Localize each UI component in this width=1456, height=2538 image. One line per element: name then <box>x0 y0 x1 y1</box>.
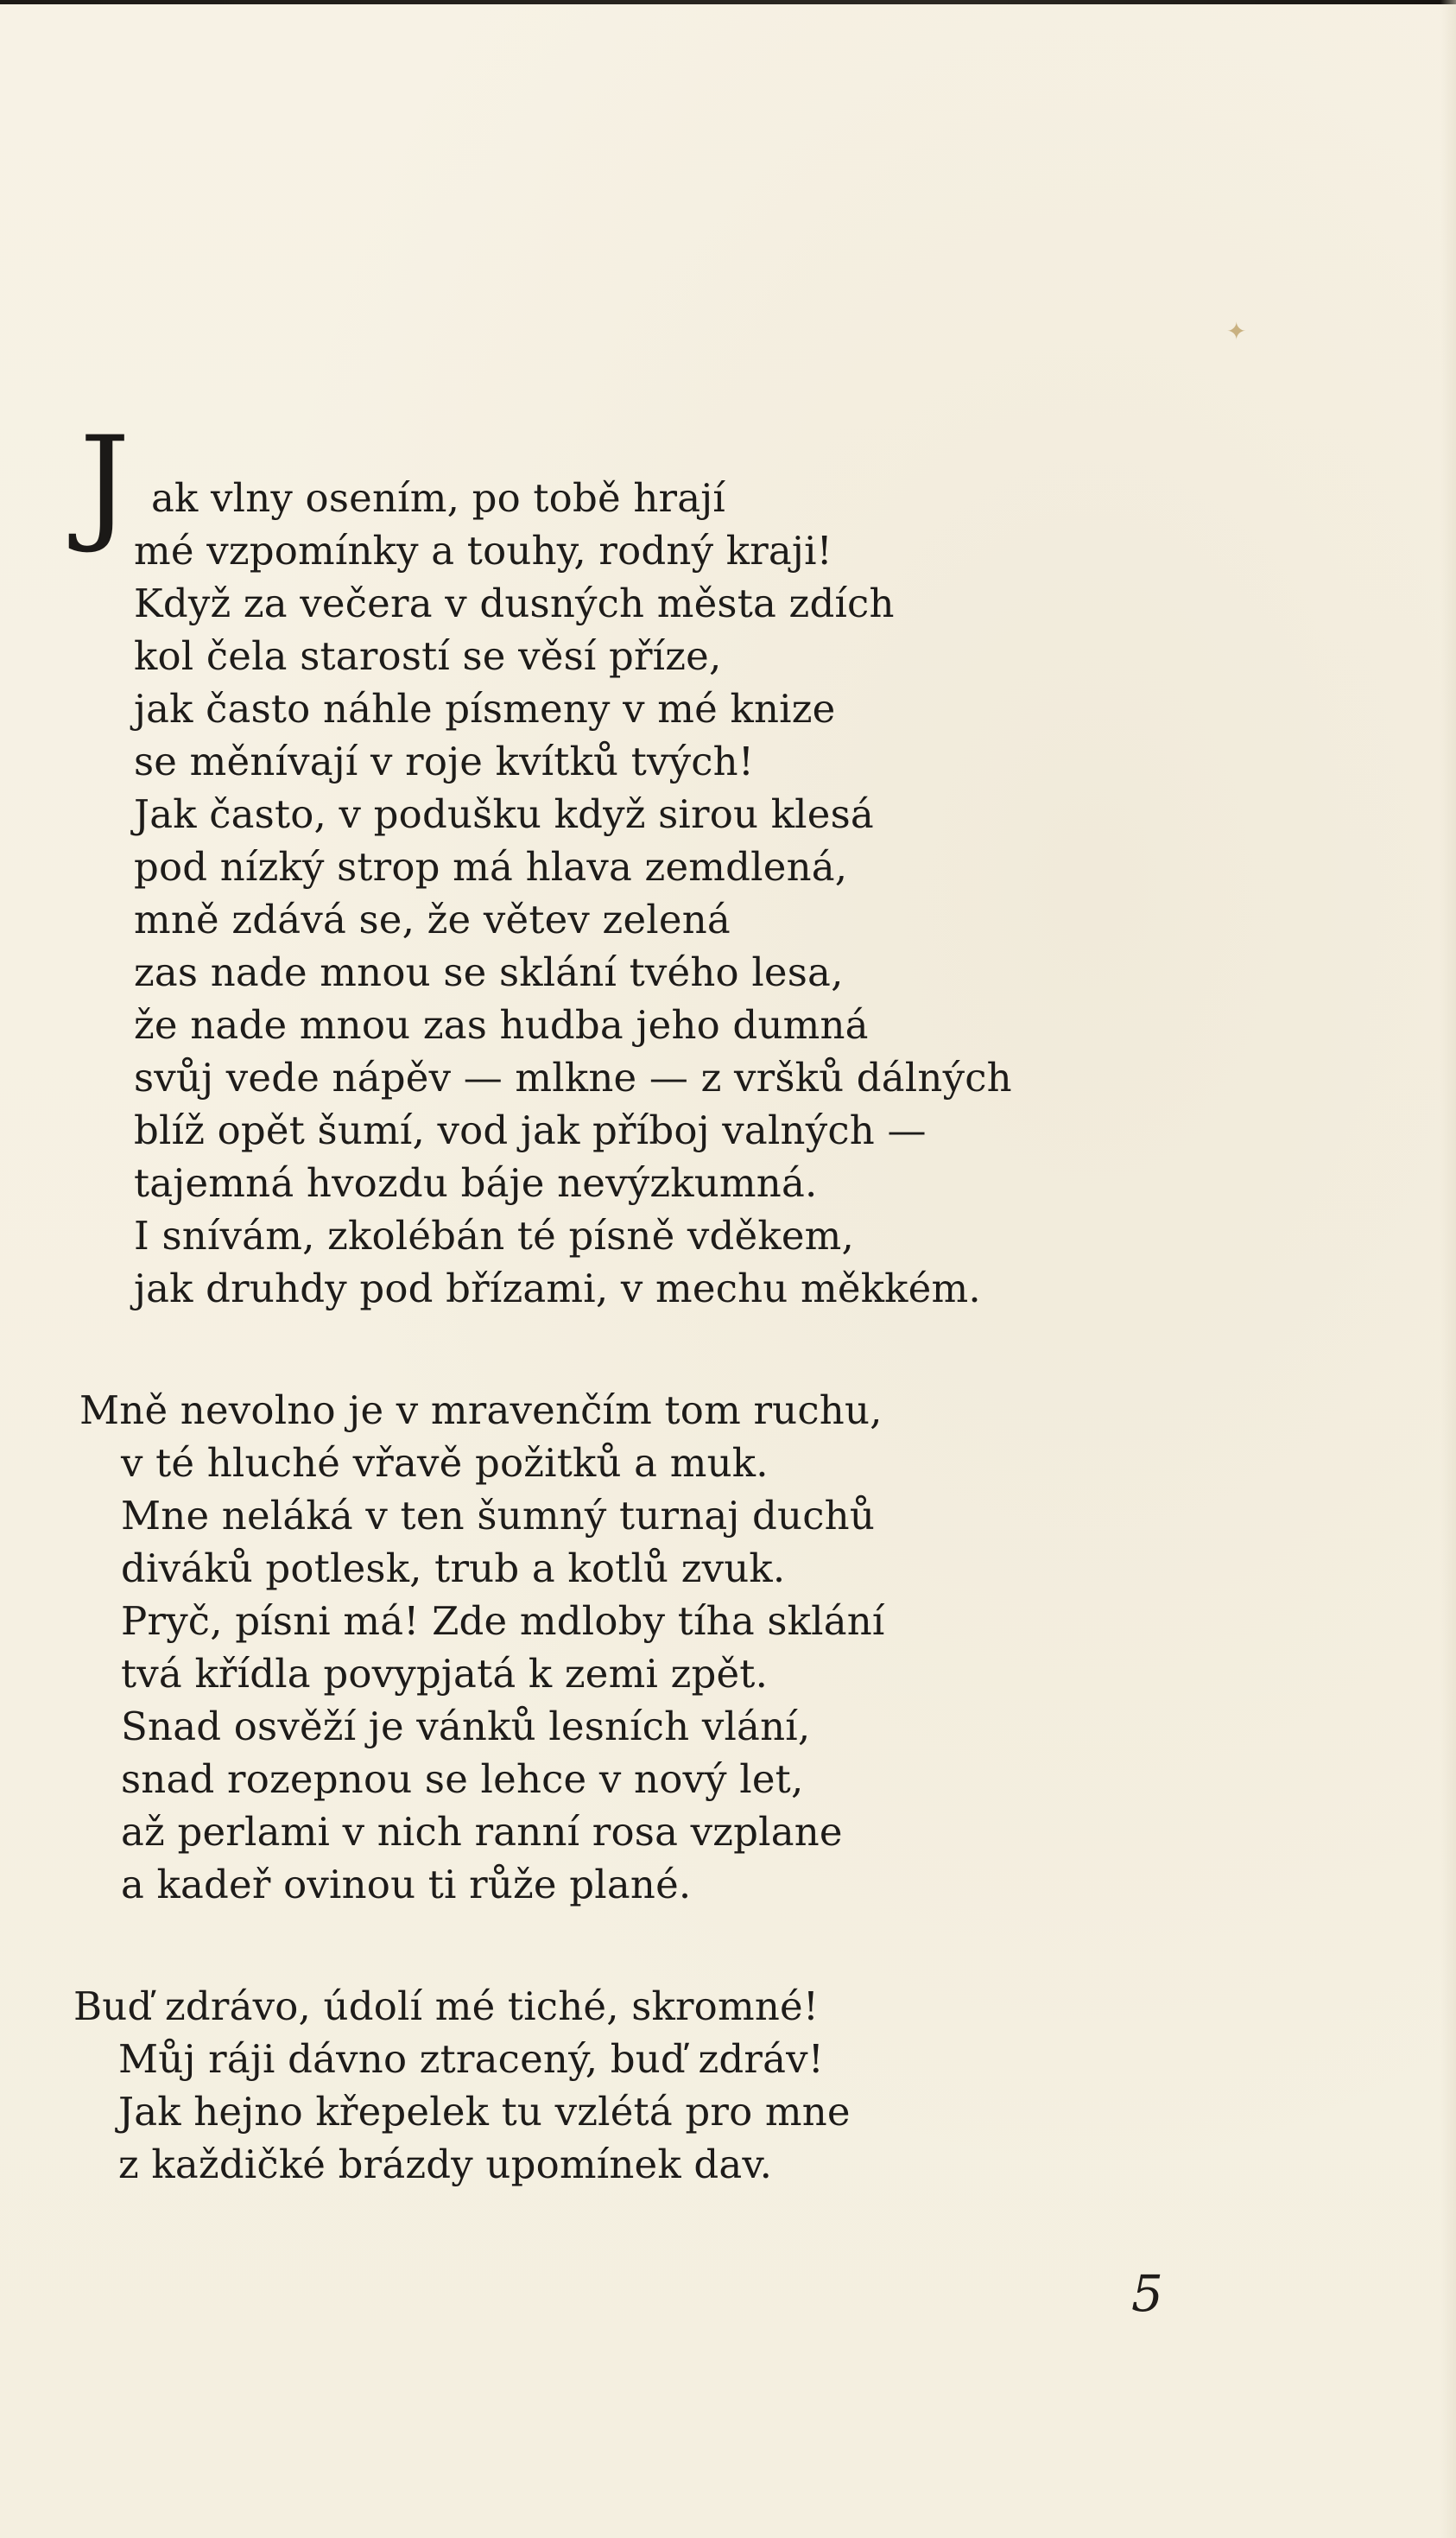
poem-line: Jak často, v podušku když sirou klesá <box>134 791 874 837</box>
poem-line: tajemná hvozdu báje nevýzkumná. <box>134 1160 818 1206</box>
poem-line: Můj ráji dávno ztracený, buď zdráv! <box>118 2036 824 2082</box>
poem-line: tvá křídla povypjatá k zemi zpět. <box>121 1651 769 1697</box>
poem-line: ak vlny osením, po tobě hrají <box>151 475 725 521</box>
poem-line: diváků potlesk, trub a kotlů zvuk. <box>121 1545 786 1591</box>
poem-line: Když za večera v dusných města zdích <box>134 581 895 626</box>
poem-line: až perlami v nich ranní rosa vzplane <box>121 1809 843 1855</box>
page-number: 5 <box>1131 2264 1163 2323</box>
poem-line: mé vzpomínky a touhy, rodný kraji! <box>134 528 832 574</box>
poem-line: pod nízký strop má hlava zemdlená, <box>134 844 848 890</box>
drop-cap: J <box>79 409 130 556</box>
poem-line: Snad osvěží je vánků lesních vlání, <box>121 1704 811 1749</box>
poem-line: svůj vede nápěv — mlkne — z vršků dálných <box>134 1055 1012 1101</box>
poem-line: Jak hejno křepelek tu vzlétá pro mne <box>118 2089 851 2135</box>
poem-line: snad rozepnou se lehce v nový let, <box>121 1756 804 1802</box>
poem-line: Mně nevolno je v mravenčím tom ruchu, <box>79 1387 883 1433</box>
poem-line: se měnívají v roje kvítků tvých! <box>134 739 755 784</box>
poem-line: v té hluché vřavě požitků a muk. <box>121 1440 769 1486</box>
poem-line: blíž opět šumí, vod jak příboj valných — <box>134 1107 927 1153</box>
poem-line: kol čela starostí se věsí příze, <box>134 633 722 679</box>
poem-line: z každičké brázdy upomínek dav. <box>118 2141 773 2187</box>
poem-line: zas nade mnou se sklání tvého lesa, <box>134 949 844 995</box>
poem-line: Mne neláká v ten šumný turnaj duchů <box>121 1493 876 1539</box>
poem-line: že nade mnou zas hudba jeho dumná <box>134 1002 869 1048</box>
poem-line: jak druhdy pod břízami, v mechu měkkém. <box>134 1266 981 1311</box>
poem-line: a kadeř ovinou ti růže plané. <box>121 1862 692 1907</box>
poem-line: I snívám, zkolébán té písně vděkem, <box>134 1213 855 1259</box>
ink-mark: ✦ <box>1226 317 1247 346</box>
poem-line: Pryč, písni má! Zde mdloby tíha sklání <box>121 1598 885 1644</box>
poem-line: jak často náhle písmeny v mé knize <box>134 686 836 732</box>
poem-line: Buď zdrávo, údolí mé tiché, skromné! <box>73 1983 820 2029</box>
poem-line: mně zdává se, že větev zelená <box>134 897 731 942</box>
